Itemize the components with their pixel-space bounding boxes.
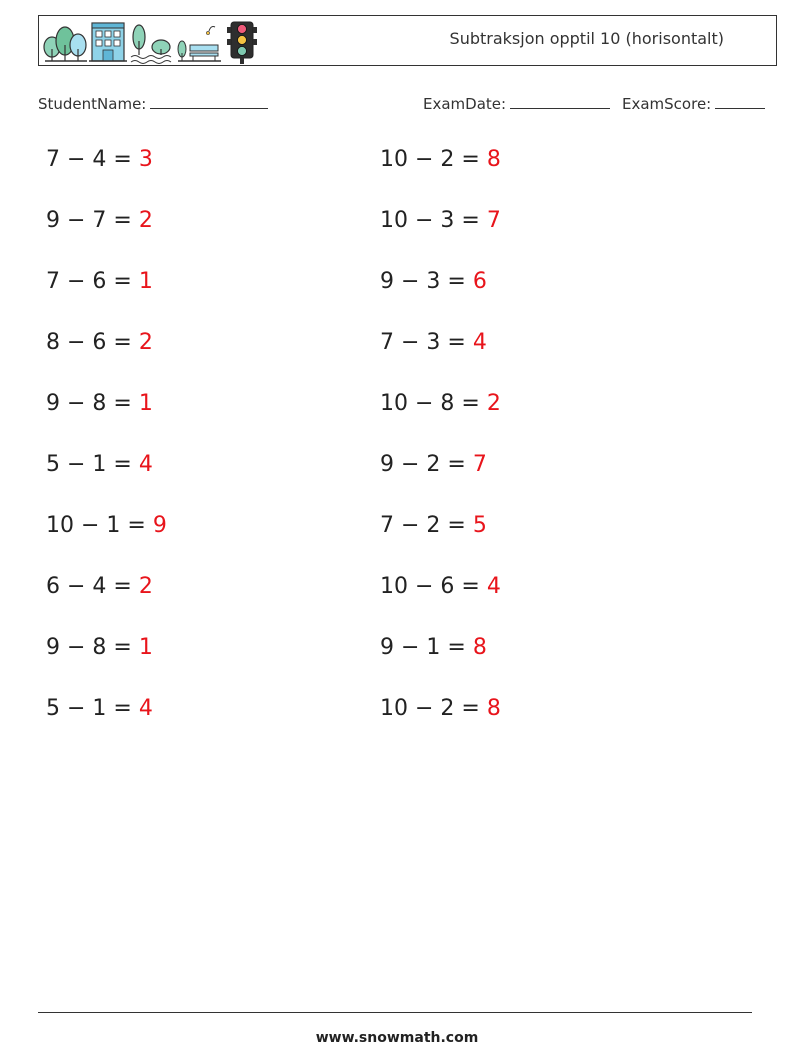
problem-answer: 3	[138, 147, 153, 172]
problem-answer: 4	[472, 330, 487, 355]
problem-answer: 2	[486, 391, 501, 416]
problem-answer: 7	[472, 452, 487, 477]
problem-item	[46, 329, 153, 357]
problem-answer: 8	[472, 635, 487, 660]
worksheet-title: Subtraksjon opptil 10 (horisontalt)	[449, 29, 724, 48]
problem-question: 8 − 6 =	[46, 330, 132, 355]
problem-item	[380, 329, 487, 357]
problem-answer: 2	[138, 574, 153, 599]
student-name-blank[interactable]	[150, 94, 268, 109]
problem-question: 7 − 6 =	[46, 269, 132, 294]
building-icon	[89, 23, 127, 61]
problem-item	[380, 390, 501, 418]
student-name-label: StudentName:	[38, 95, 147, 113]
problem-answer: 1	[138, 269, 153, 294]
problem-item	[380, 207, 501, 235]
problem-question: 7 − 4 =	[46, 147, 132, 172]
problem-item	[46, 573, 153, 601]
problem-item	[46, 512, 167, 540]
problem-question: 10 − 2 =	[380, 147, 480, 172]
problem-answer: 1	[138, 391, 153, 416]
problem-question: 9 − 1 =	[380, 635, 466, 660]
problem-question: 9 − 7 =	[46, 208, 132, 233]
problem-item	[46, 390, 153, 418]
problem-answer: 7	[486, 208, 501, 233]
problem-question: 9 − 8 =	[46, 635, 132, 660]
problem-question: 10 − 8 =	[380, 391, 480, 416]
problem-answer: 4	[138, 452, 153, 477]
problem-answer: 1	[138, 635, 153, 660]
problem-item	[380, 451, 487, 479]
problem-question: 9 − 8 =	[46, 391, 132, 416]
problem-item	[46, 695, 153, 723]
exam-date-label: ExamDate:	[423, 95, 507, 113]
header-box	[38, 15, 777, 66]
problem-question: 9 − 2 =	[380, 452, 466, 477]
problem-item	[46, 207, 153, 235]
student-name-field[interactable]	[38, 94, 268, 113]
trees-icon	[44, 27, 87, 61]
problem-answer: 4	[138, 696, 153, 721]
tree-pond-icon	[131, 25, 171, 64]
exam-date-field[interactable]	[423, 94, 610, 113]
problem-item	[380, 573, 501, 601]
problem-answer: 2	[138, 330, 153, 355]
problem-question: 5 − 1 =	[46, 696, 132, 721]
park-bench-icon	[178, 27, 221, 62]
problem-answer: 8	[486, 696, 501, 721]
problem-answer: 5	[472, 513, 487, 538]
footer-divider	[38, 1012, 752, 1013]
problem-question: 7 − 2 =	[380, 513, 466, 538]
problem-item	[380, 268, 487, 296]
problem-item	[46, 146, 153, 174]
problem-question: 10 − 6 =	[380, 574, 480, 599]
exam-date-blank[interactable]	[510, 94, 610, 109]
problem-item	[380, 146, 501, 174]
exam-score-blank[interactable]	[715, 94, 765, 109]
problem-answer: 4	[486, 574, 501, 599]
problem-answer: 8	[486, 147, 501, 172]
problem-item	[380, 634, 487, 662]
problem-answer: 2	[138, 208, 153, 233]
problem-item	[46, 268, 153, 296]
problem-question: 9 − 3 =	[380, 269, 466, 294]
problem-answer: 9	[152, 513, 167, 538]
problem-question: 10 − 3 =	[380, 208, 480, 233]
problem-question: 5 − 1 =	[46, 452, 132, 477]
problem-item	[380, 695, 501, 723]
exam-score-label: ExamScore:	[622, 95, 712, 113]
problem-item	[46, 451, 153, 479]
problem-item	[380, 512, 487, 540]
problem-question: 7 − 3 =	[380, 330, 466, 355]
info-row	[38, 94, 771, 118]
problem-question: 10 − 2 =	[380, 696, 480, 721]
problem-answer: 6	[472, 269, 487, 294]
traffic-light-icon	[227, 22, 257, 64]
problem-question: 10 − 1 =	[46, 513, 146, 538]
problem-question: 6 − 4 =	[46, 574, 132, 599]
problem-item	[46, 634, 153, 662]
exam-score-field[interactable]	[622, 94, 765, 113]
footer-url: www.snowmath.com	[315, 1030, 479, 1046]
header-icons	[41, 19, 263, 65]
